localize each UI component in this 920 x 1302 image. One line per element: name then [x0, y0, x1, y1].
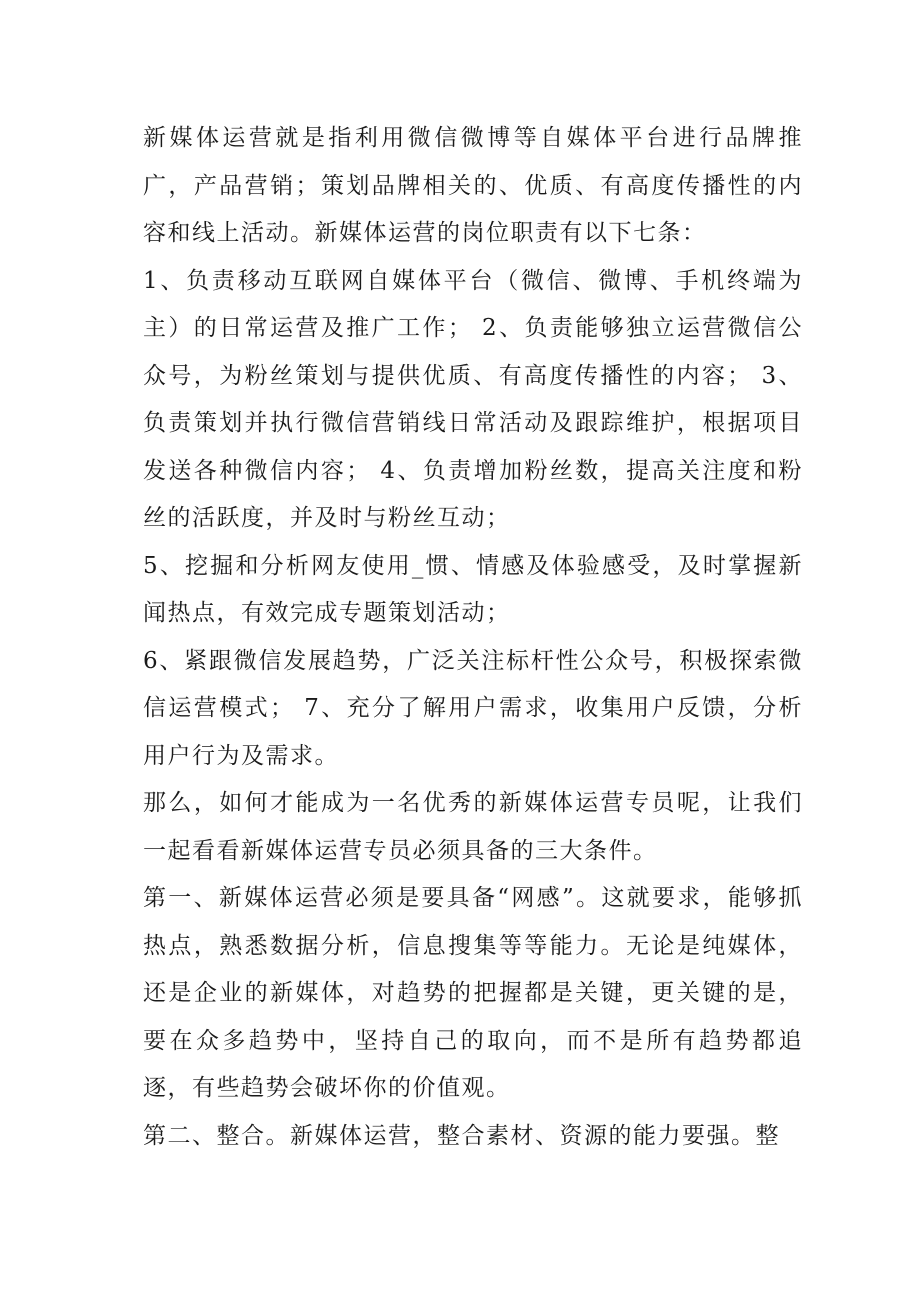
paragraph-intro: 新媒体运营就是指利用微信微博等自媒体平台进行品牌推广，产品营销；策划品牌相关的、优质、有高度传播性的内容和线上活动。新媒体运营的岗位职责有以下七条： — [143, 125, 803, 246]
paragraph-duty-5: 5、挖掘和分析网友使用_惯、情感及体验感受，及时掌握新闻热点，有效完成专题策划活动； — [143, 552, 803, 626]
paragraph-condition-2: 第二、整合。新媒体运营，整合素材、资源的能力要强。整 — [143, 1122, 780, 1149]
paragraph-question: 那么，如何才能成为一名优秀的新媒体运营专员呢，让我们一起看看新媒体运营专员必须具备的三大条件。 — [143, 790, 803, 864]
document-body — [143, 115, 803, 1160]
paragraph-duties-1-4: 1、负责移动互联网自媒体平台（微信、微博、手机终端为主）的日常运营及推广工作； 2、负责能够独立运营微信公众号，为粉丝策划与提供优质、有高度传播性的内容； 3、负责策划并执行微信营销线日常活动及跟踪维护，根据项目发送各种微信内容； 4、负责增加粉丝数，提高关注度和粉丝的活跃度，并及时与粉丝互动； — [143, 267, 803, 531]
paragraph-duties-6-7: 6、紧跟微信发展趋势，广泛关注标杆性公众号，积极探索微信运营模式； 7、充分了解用户需求，收集用户反馈，分析用户行为及需求。 — [143, 647, 803, 769]
paragraph-condition-1: 第一、新媒体运营必须是要具备“网感”。这就要求，能够抓热点，熟悉数据分析，信息搜集等等能力。无论是纯媒体，还是企业的新媒体，对趋势的把握都是关键，更关键的是，要在众多趋势中，坚持自己的取向，而不是所有趋势都追逐，有些趋势会破坏你的价值观。 — [143, 885, 803, 1101]
